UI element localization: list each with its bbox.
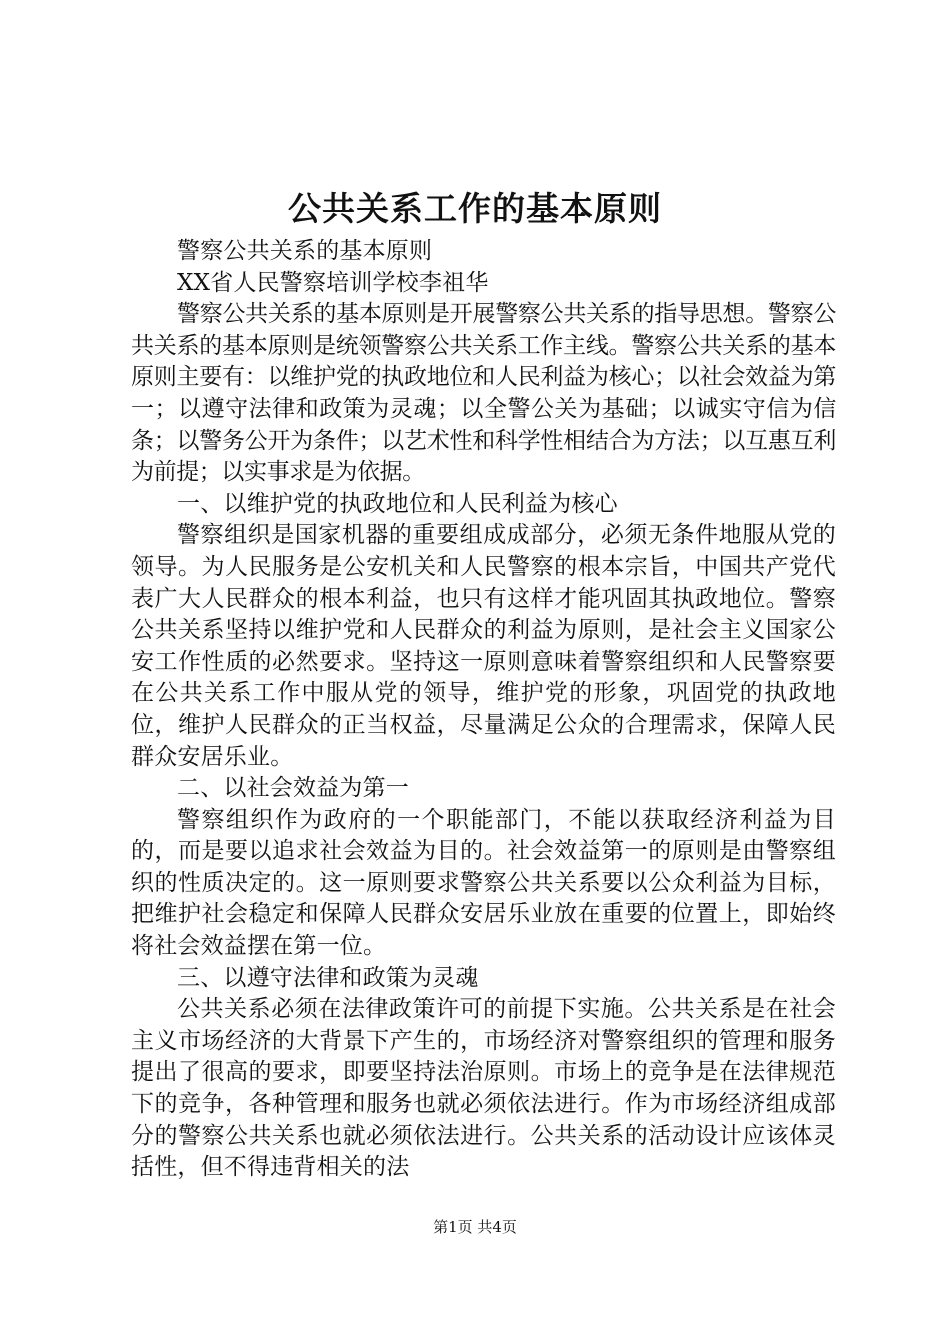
paragraph-subtitle: 警察公共关系的基本原则 xyxy=(177,238,433,264)
paragraph-section-3: 公共关系必须在法律政策许可的前提下实施。公共关系是在社会主义市场经济的大背景下产生的，市场经济对警察组织的管理和服务提出了很高的要求，即要坚持法治原则。市场上的竞争是在法律规范下的竞争，各种管理和服务也就必须依法进行。作为市场经济组成部分的警察公共关系也就必须依法进行。公共关系的活动设计应该体灵括性，但不得违背相关的法 xyxy=(131,996,836,1181)
section-heading-1: 一、以维护党的执政地位和人民利益为核心 xyxy=(177,490,618,517)
paragraph-section-2: 警察组织作为政府的一个职能部门，不能以获取经济利益为目的，而是要以追求社会效益为目的。社会效益第一的原则是由警察组织的性质决定的。这一原则要求警察公共关系要以公众利益为目标，把维护社会稳定和保障人民群众安居乐业放在重要的位置上，即始终将社会效益摆在第一位。 xyxy=(131,806,836,960)
page-number-footer: 第1页 共4页 xyxy=(433,1218,517,1236)
paragraph-intro: 警察公共关系的基本原则是开展警察公共关系的指导思想。警察公共关系的基本原则是统领警察公共关系工作主线。警察公共关系的基本原则主要有：以维护党的执政地位和人民利益为核心；以社会效益为第一；以遵守法律和政策为灵魂；以全警公关为基础；以诚实守信为信条；以警务公开为条件；以艺术性和科学性相结合为方法；以互惠互利为前提；以实事求是为依据。 xyxy=(131,301,836,486)
section-heading-2: 二、以社会效益为第一 xyxy=(177,775,409,802)
paragraph-author: XX省人民警察培训学校李祖华 xyxy=(177,269,489,296)
section-heading-3: 三、以遵守法律和政策为灵魂 xyxy=(177,964,479,991)
paragraph-section-1: 警察组织是国家机器的重要组成成部分，必须无条件地服从党的领导。为人民服务是公安机关和人民警察的根本宗旨，中国共产党代表广大人民群众的根本利益，也只有这样才能巩固其执政地位。警察公共关系坚持以维护党和人民群众的利益为原则，是社会主义国家公安工作性质的必然要求。坚持这一原则意味着警察组织和人民警察要在公共关系工作中服从党的领导，维护党的形象，巩固党的执政地位，维护人民群众的正当权益，尽量满足公众的合理需求，保障人民群众安居乐业。 xyxy=(131,522,836,770)
document-body xyxy=(131,236,836,1184)
document-title: 公共关系工作的基本原则 xyxy=(288,189,662,228)
